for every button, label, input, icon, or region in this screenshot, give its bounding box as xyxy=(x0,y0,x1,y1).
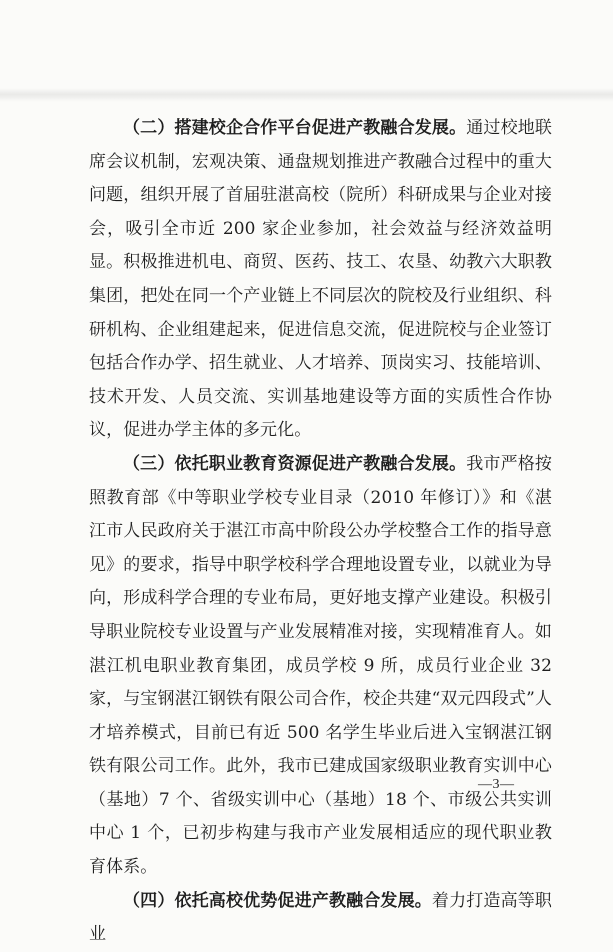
paragraph-section-4 xyxy=(89,885,552,952)
section-2-heading: （二）搭建校企合作平台促进产教融合发展。 xyxy=(123,118,467,138)
page-number: —3— xyxy=(478,777,515,792)
section-4-text: 着力打造高等职业 xyxy=(89,890,552,945)
paragraph-section-2 xyxy=(89,112,552,448)
paragraph-section-3 xyxy=(89,448,552,885)
section-4-heading: （四）依托高校优势促进产教融合发展。 xyxy=(123,890,432,911)
document-body xyxy=(89,112,552,952)
section-3-text: 我市严格按照教育部《中等职业学校专业目录（2010 年修订）》和《湛江市人民政府关于湛江市高中阶段公办学校整合工作的指导意见》的要求，指导中职学校科学合理地设置专业，以就业为导向，形成科学合理的专业布局，更好地支撑产业建设。积极引导职业院校专业设置与产业发展精准对接，实现精准育人。如湛江机电职业教育集团，成员学校 9 所，成员行业企业 32 家，与宝钢湛江钢铁有限公司合作，校企共建“双元四段式”人才培养模式，目前已有近 500 名学生毕业后进入宝钢湛江钢铁有限公司工作。此外，我市已建成国家级职业教育实训中心（基地）7 个、省级实训中心（基地）18 个、市级公共实训中心 1 个，已初步构建与我市产业发展相适应的现代职业教育体系。 xyxy=(89,453,552,878)
section-3-heading: （三）依托职业教育资源促进产教融合发展。 xyxy=(123,453,467,474)
scan-shadow-band xyxy=(0,88,613,102)
section-2-text: 通过校地联席会议机制，宏观决策、通盘规划推进产教融合过程中的重大问题，组织开展了首届驻湛高校（院所）科研成果与企业对接会，吸引全市近 200 家企业参加，社会效益与经济效益明显。积极推进机电、商贸、医药、技工、农垦、幼教六大职教集团，把处在同一个产业链上不同层次的院校及行业组织、科研机构、企业组建起来，促进信息交流，促进院校与企业签订包括合作办学、招生就业、人才培养、顶岗实习、技能培训、技术开发、人员交流、实训基地建设等方面的实质性合作协议，促进办学主体的多元化。 xyxy=(89,118,552,441)
